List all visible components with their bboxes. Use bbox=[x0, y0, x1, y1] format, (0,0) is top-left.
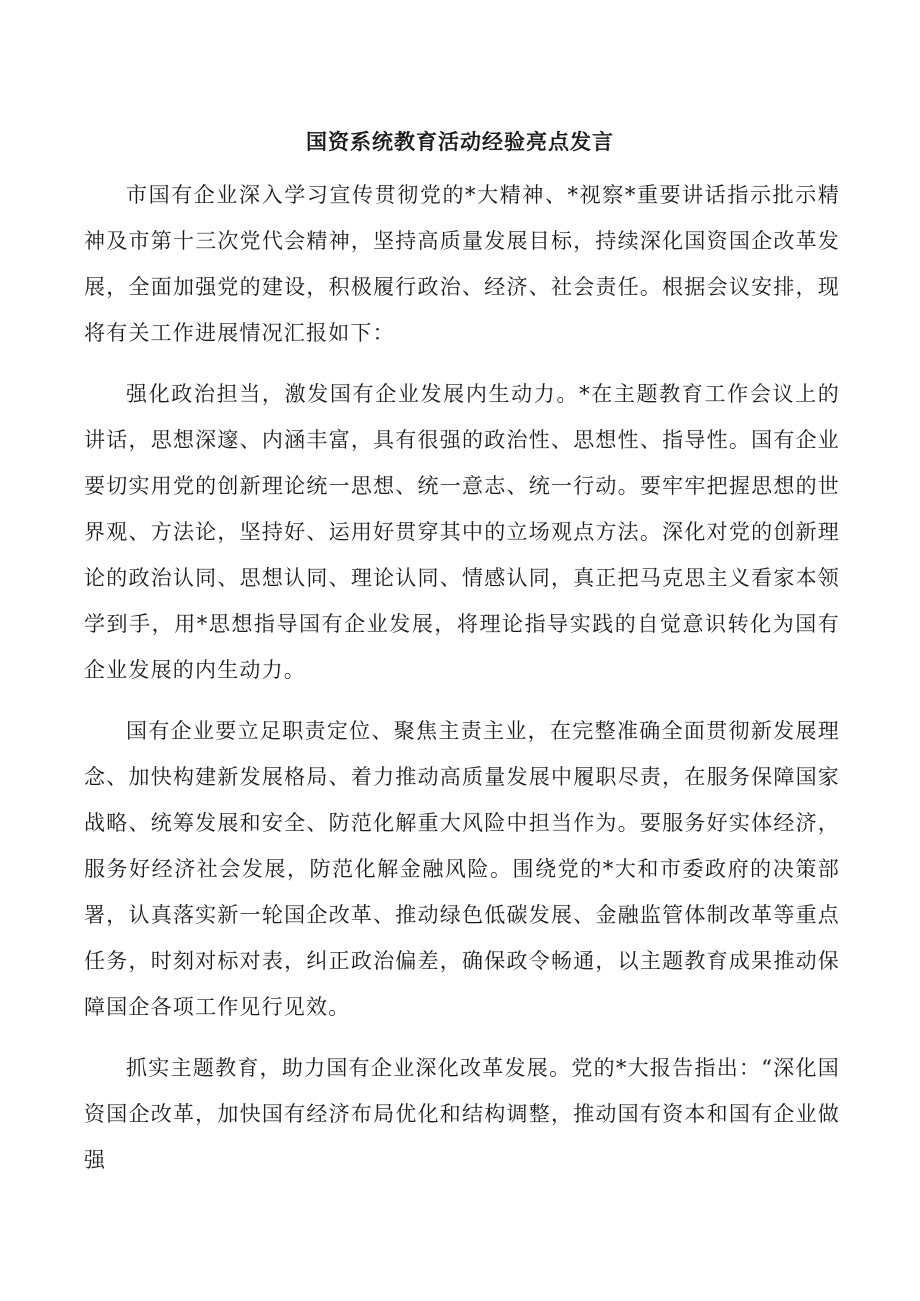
document-body bbox=[84, 172, 840, 1198]
paragraph-political-responsibility: 强化政治担当，激发国有企业发展内生动力。*在主题教育工作会议上的讲话，思想深邃、内涵丰富，具有很强的政治性、思想性、指导性。国有企业要切实用党的创新理论统一思想、统一意志、统一行动。要牢牢把握思想的世界观、方法论，坚持好、运用好贯穿其中的立场观点方法。深化对党的创新理论的政治认同、思想认同、理论认同、情感认同，真正把马克思主义看家本领学到手，用*思想指导国有企业发展，将理论指导实践的自觉意识转化为国有企业发展的内生动力。 bbox=[84, 382, 840, 682]
document-title: 国资系统教育活动经验亮点发言 bbox=[306, 129, 614, 154]
paragraph-intro: 市国有企业深入学习宣传贯彻党的*大精神、*视察*重要讲话指示批示精神及市第十三次党代会精神，坚持高质量发展目标，持续深化国资国企改革发展，全面加强党的建设，积极履行政治、经济、社会责任。根据会议安排，现将有关工作进展情况汇报如下： bbox=[84, 183, 840, 345]
paragraph-duty-positioning: 国有企业要立足职责定位、聚焦主责主业，在完整准确全面贯彻新发展理念、加快构建新发展格局、着力推动高质量发展中履职尽责，在服务保障国家战略、统筹发展和安全、防范化解重大风险中担当作为。要服务好实体经济，服务好经济社会发展，防范化解金融风险。围绕党的*大和市委政府的决策部署，认真落实新一轮国企改革、推动绿色低碳发展、金融监管体制改革等重点任务，时刻对标对表，纠正政治偏差，确保政令畅通，以主题教育成果推动保障国企各项工作见行见效。 bbox=[84, 719, 840, 1019]
paragraph-reform-development: 抓实主题教育，助力国有企业深化改革发展。党的*大报告指出：“深化国资国企改革，加快国有经济布局优化和结构调整，推动国有资本和国有企业做强 bbox=[84, 1056, 840, 1172]
